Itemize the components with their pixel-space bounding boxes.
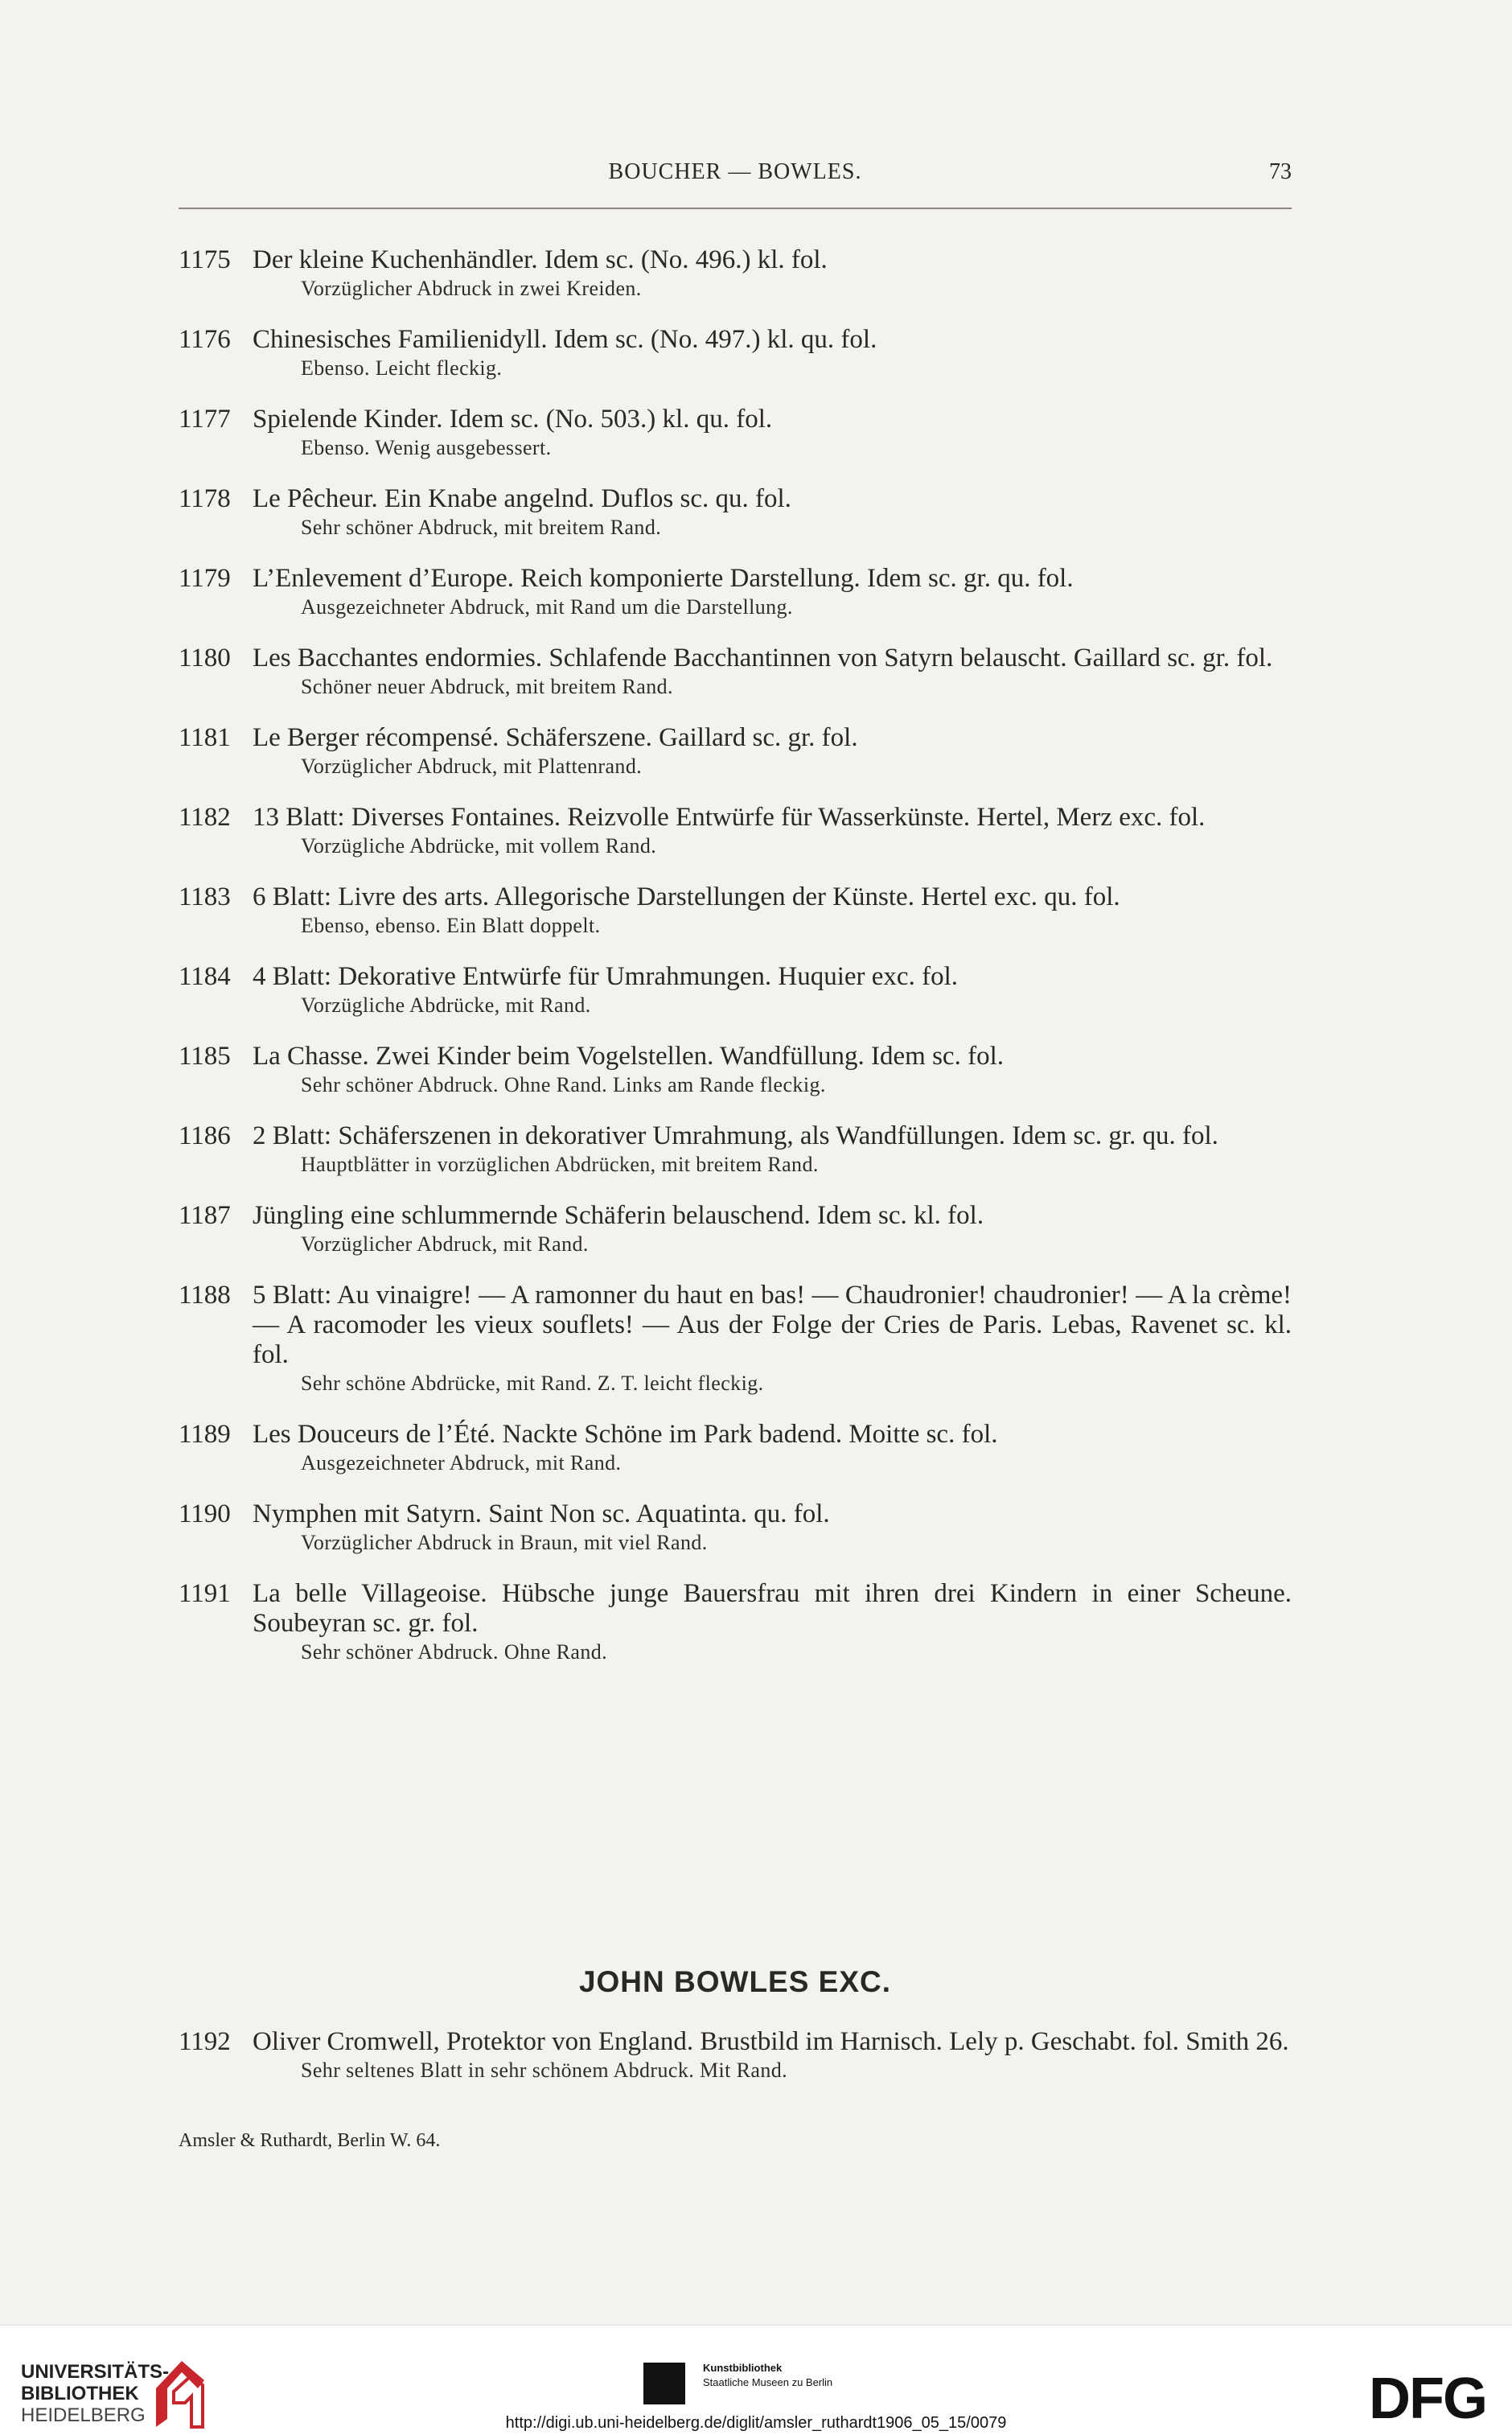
page-header: [179, 159, 1292, 191]
entry-note: Ausgezeichneter Abdruck, mit Rand um die Darstellung.: [301, 595, 793, 619]
entry-note: Ebenso, ebenso. Ein Blatt doppelt.: [301, 914, 601, 937]
entry-text: 5 Blatt: Au vinaigre! — A ramonner du haut en bas! — Chaudronier! chaudronier! — A la crème! — A racomoder les vieux souflets! — Aus der Folge der Cries de Paris. Lebas, Ravenet sc. kl. fol.: [253, 1281, 1292, 1369]
entry-note: Sehr seltenes Blatt in sehr schönem Abdruck. Mit Rand.: [301, 2059, 788, 2082]
entry-note: Vorzüglicher Abdruck in Braun, mit viel Rand.: [301, 1531, 708, 1554]
catalog-entry: [179, 564, 1292, 621]
entry-note: Sehr schöner Abdruck. Ohne Rand. Links am Rande fleckig.: [301, 1073, 826, 1096]
catalog-entry: [179, 962, 1292, 1019]
uni-line-3: HEIDELBERG: [21, 2404, 146, 2426]
section-heading: JOHN BOWLES EXC.: [578, 1965, 892, 1998]
entry-note: Vorzügliche Abdrücke, mit vollem Rand.: [301, 834, 657, 858]
header-rule: [179, 208, 1292, 209]
catalog-entries: [179, 245, 1292, 1688]
kb-line-2: Staatliche Museen zu Berlin: [703, 2376, 833, 2388]
entry-number: 1192: [179, 2027, 231, 2056]
entry-number: 1176: [179, 325, 231, 354]
catalog-entry: [179, 1499, 1292, 1557]
entry-number: 1191: [179, 1579, 231, 1608]
entry-number: 1189: [179, 1420, 231, 1449]
catalog-entry: [179, 1281, 1292, 1397]
footer-bar: [0, 2325, 1512, 2435]
page-url-link[interactable]: http://digi.ub.uni-heidelberg.de/diglit/amsler_ruthardt1906_05_15/0079: [505, 2414, 1007, 2432]
kunstbibliothek-logo-icon[interactable]: [643, 2363, 685, 2404]
catalog-entry: [179, 644, 1292, 701]
catalog-entry-1192: [179, 2027, 1292, 2084]
catalog-entry: [179, 803, 1292, 860]
entry-number: 1182: [179, 803, 231, 832]
entry-note: Ausgezeichneter Abdruck, mit Rand.: [301, 1451, 622, 1475]
entry-note: Schöner neuer Abdruck, mit breitem Rand.: [301, 675, 673, 698]
entry-number: 1190: [179, 1499, 231, 1528]
entry-text: 6 Blatt: Livre des arts. Allegorische Darstellungen der Künste. Hertel exc. qu. fol.: [253, 882, 1120, 911]
entry-text: Oliver Cromwell, Protektor von England. Brustbild im Harnisch. Lely p. Geschabt. fol. Smith 26.: [253, 2027, 1289, 2056]
entry-number: 1184: [179, 962, 231, 991]
entry-number: 1179: [179, 564, 231, 593]
entry-text: Les Bacchantes endormies. Schlafende Bacchantinnen von Satyrn belauscht. Gaillard sc. gr. fol.: [253, 644, 1273, 673]
entry-text: L’Enlevement d’Europe. Reich komponierte Darstellung. Idem sc. gr. qu. fol.: [253, 564, 1074, 593]
entry-text: La Chasse. Zwei Kinder beim Vogelstellen. Wandfüllung. Idem sc. fol.: [253, 1042, 1004, 1071]
entry-number: 1177: [179, 405, 231, 434]
entry-text: Jüngling eine schlummernde Schäferin belauschend. Idem sc. kl. fol.: [253, 1201, 984, 1230]
catalog-entry: [179, 1042, 1292, 1099]
entry-number: 1181: [179, 723, 231, 752]
catalog-entry: [179, 2027, 1292, 2084]
catalog-entry: [179, 1121, 1292, 1178]
entry-number: 1186: [179, 1121, 231, 1150]
entry-number: 1180: [179, 644, 231, 673]
catalog-entry: [179, 484, 1292, 541]
entry-text: Les Douceurs de l’Été. Nackte Schöne im Park badend. Moitte sc. fol.: [253, 1420, 998, 1449]
catalog-entry: [179, 882, 1292, 940]
entry-text: Spielende Kinder. Idem sc. (No. 503.) kl. qu. fol.: [253, 405, 773, 434]
entry-text: Der kleine Kuchenhändler. Idem sc. (No. 496.) kl. fol.: [253, 245, 828, 274]
entry-text: Le Berger récompensé. Schäferszene. Gaillard sc. gr. fol.: [253, 723, 858, 752]
dfg-logo[interactable]: DFG: [1369, 2367, 1486, 2431]
entry-number: 1187: [179, 1201, 231, 1230]
kunstbibliothek-logo-text[interactable]: [703, 2361, 832, 2390]
catalog-entry: [179, 325, 1292, 382]
entry-note: Hauptblätter in vorzüglichen Abdrücken, mit breitem Rand.: [301, 1153, 819, 1176]
entry-note: Vorzügliche Abdrücke, mit Rand.: [301, 993, 591, 1017]
entry-number: 1178: [179, 484, 231, 513]
page-number: 73: [1269, 159, 1292, 184]
entry-number: 1183: [179, 882, 231, 911]
entry-text: Le Pêcheur. Ein Knabe angelnd. Duflos sc. qu. fol.: [253, 484, 791, 513]
uni-line-2: BIBLIOTHEK: [21, 2383, 139, 2404]
catalog-entry: [179, 723, 1292, 780]
entry-number: 1185: [179, 1042, 231, 1071]
printer-imprint: Amsler & Ruthardt, Berlin W. 64.: [179, 2130, 441, 2151]
catalog-entry: [179, 1201, 1292, 1258]
entry-note: Sehr schöne Abdrücke, mit Rand. Z. T. leicht fleckig.: [301, 1372, 764, 1395]
uni-line-1: UNIVERSITÄTS-: [21, 2361, 170, 2383]
entry-number: 1188: [179, 1281, 231, 1310]
catalog-entry: [179, 245, 1292, 302]
catalog-entry: [179, 1579, 1292, 1666]
catalog-entry: [179, 1420, 1292, 1477]
entry-text: Nymphen mit Satyrn. Saint Non sc. Aquatinta. qu. fol.: [253, 1499, 830, 1528]
entry-text: 13 Blatt: Diverses Fontaines. Reizvolle Entwürfe für Wasserkünste. Hertel, Merz exc. fol.: [253, 803, 1206, 832]
entry-text: 4 Blatt: Dekorative Entwürfe für Umrahmungen. Huquier exc. fol.: [253, 962, 958, 991]
entry-text: 2 Blatt: Schäferszenen in dekorativer Umrahmung, als Wandfüllungen. Idem sc. gr. qu. fol.: [253, 1121, 1218, 1150]
entry-note: Vorzüglicher Abdruck, mit Rand.: [301, 1232, 589, 1256]
entry-note: Ebenso. Wenig ausgebessert.: [301, 436, 552, 459]
entry-note: Ebenso. Leicht fleckig.: [301, 356, 503, 380]
entry-number: 1175: [179, 245, 231, 274]
entry-note: Vorzüglicher Abdruck in zwei Kreiden.: [301, 277, 642, 300]
entry-text: Chinesisches Familienidyll. Idem sc. (No. 497.) kl. qu. fol.: [253, 325, 877, 354]
entry-note: Sehr schöner Abdruck. Ohne Rand.: [301, 1640, 608, 1664]
entry-note: Vorzüglicher Abdruck, mit Plattenrand.: [301, 755, 643, 778]
kb-line-1: Kunstbibliothek: [703, 2362, 783, 2374]
entry-note: Sehr schöner Abdruck, mit breitem Rand.: [301, 516, 662, 539]
running-title: BOUCHER — BOWLES.: [608, 159, 862, 184]
entry-text: La belle Villageoise. Hübsche junge Bauersfrau mit ihren drei Kindern in einer Scheune. Soubeyran sc. gr. fol.: [253, 1579, 1292, 1638]
catalog-entry: [179, 405, 1292, 462]
